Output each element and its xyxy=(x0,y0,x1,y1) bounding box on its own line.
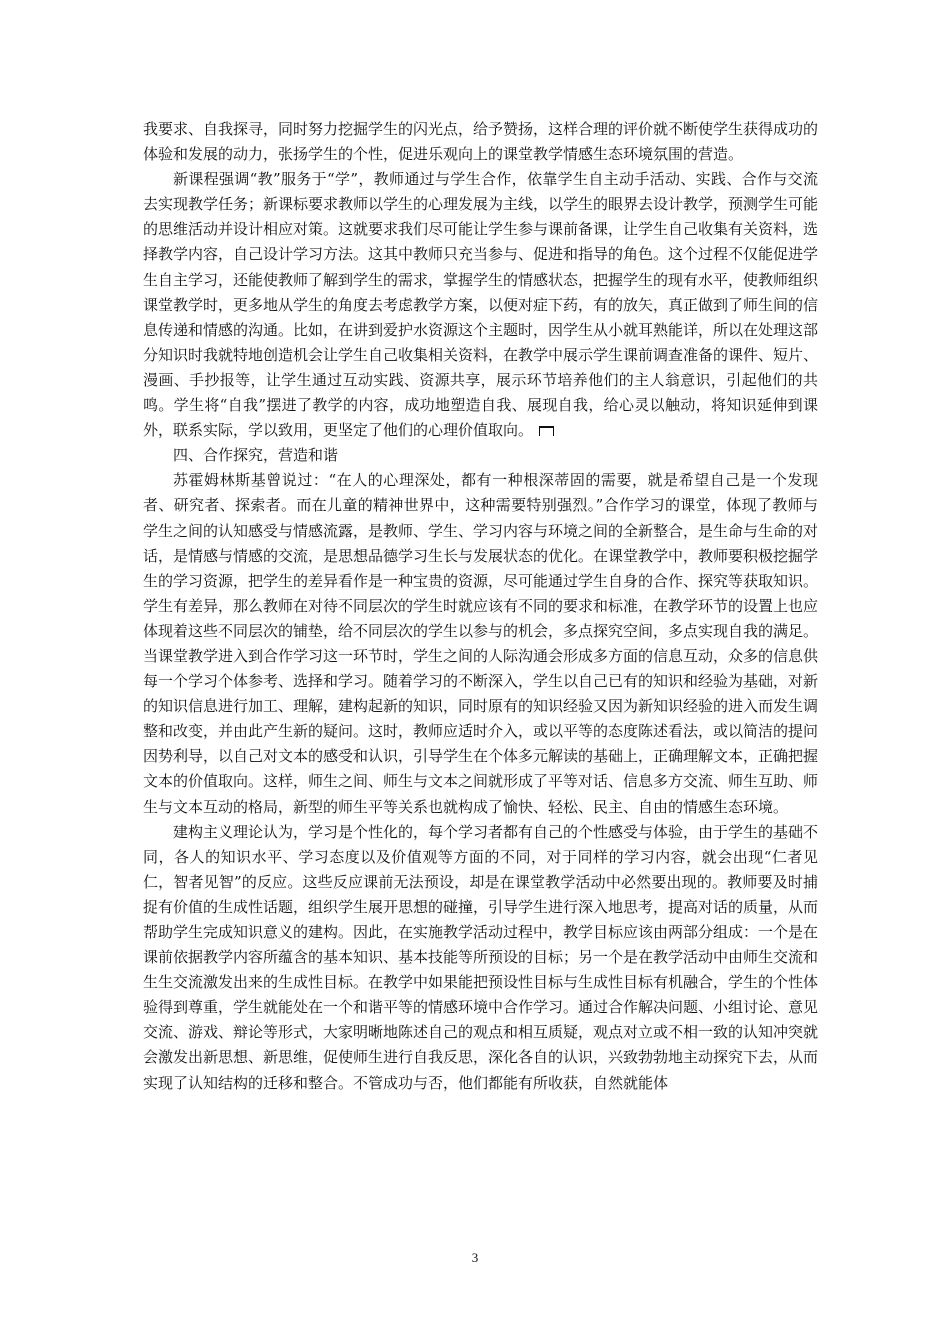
paragraph-cooperation: 苏霍姆林斯基曾说过：“在人的心理深处，都有一种根深蒂固的需要，就是希望自己是一个发现者、研究者、探索者。而在儿童的精神世界中，这种需要特别强烈。”合作学习的课堂，体现了教师与学生之间的认知感受与情感流露，是教师、学生、学习内容与环境之间的全新整合，是生命与生命的对话，是情感与情感的交流，是思想品德学习生长与发展状态的优化。在课堂教学中，教师要积极挖掘学生的学习资源，把学生的差异看作是一种宝贵的资源，尽可能通过学生自身的合作、探究等获取知识。学生有差异，那么教师在对待不同层次的学生时就应该有不同的要求和标准，在教学环节的设置上也应体现着这些不同层次的铺垫，给不同层次的学生以参与的机会，多点探究空间，多点实现自我的满足。当课堂教学进入到合作学习这一环节时，学生之间的人际沟通会形成多方面的信息互动，众多的信息供每一个学习个体参考、选择和学习。随着学习的不断深入，学生以自己已有的知识和经验为基础，对新的知识信息进行加工、理解，建构起新的知识，同时原有的知识经验又因为新知识经验的进入而发生调整和改变，并由此产生新的疑问。这时，教师应适时介入，或以平等的态度陈述看法，或以简洁的提问因势利导，以自己对文本的感受和认识，引导学生在个体多元解读的基础上，正确理解文本，正确把握文本的价值取向。这样，师生之间、师生与文本之间就形成了平等对话、信息多方交流、师生互助、师生与文本互动的格局，新型的师生平等关系也就构成了愉快、轻松、民主、自由的情感生态环境。 xyxy=(143,471,819,816)
document-body xyxy=(143,117,818,1096)
paragraph-mark-icon xyxy=(539,426,554,436)
paragraph-continued: 我要求、自我探寻，同时努力挖掘学生的闪光点，给予赞扬，这样合理的评价就不断使学生获得成功的体验和发展的动力，张扬学生的个性，促进乐观向上的课堂教学情感生态环境氛围的营造。 xyxy=(143,120,819,164)
section-heading: 四、合作探究，营造和谐 xyxy=(173,446,339,465)
paragraph-new-curriculum xyxy=(143,167,818,443)
paragraph-new-curriculum-text: 新课程强调“教”服务于“学”，教师通过与学生合作，依靠学生自主动手活动、实践、合作与交流去实现教学任务；新课标要求教师以学生的心理发展为主线，以学生的眼界去设计教学，预测学生可能的思维活动并设计相应对策。这就要求我们尽可能让学生参与课前备课，让学生自己收集有关资料，选择教学内容，自己设计学习方法。这其中教师只充当参与、促进和指导的角色。这个过程不仅能促进学生自主学习，还能使教师了解到学生的需求，掌握学生的情感状态，把握学生的现有水平，使教师组织课堂教学时，更多地从学生的角度去考虑教学方案，以便对症下药，有的放矢，真正做到了师生间的信息传递和情感的沟通。比如，在讲到爱护水资源这个主题时，因学生从小就耳熟能详，所以在处理这部分知识时我就特地创造机会让学生自己收集相关资料，在教学中展示学生课前调查准备的课件、短片、漫画、手抄报等，让学生通过互动实践、资源共享，展示环节培养他们的主人翁意识，引起他们的共鸣。学生将“自我”摆进了教学的内容，成功地塑造自我、展现自我，给心灵以触动，将知识延伸到课外，联系实际，学以致用，更坚定了他们的心理价值取向。 xyxy=(143,170,819,440)
paragraph-constructivism: 建构主义理论认为，学习是个性化的，每个学习者都有自己的个性感受与体验，由于学生的基础不同，各人的知识水平、学习态度以及价值观等方面的不同，对于同样的学习内容，就会出现“仁者见仁，智者见智”的反应。这些反应课前无法预设，却是在课堂教学活动中必然要出现的。教师要及时捕捉有价值的生成性话题，组织学生展开思想的碰撞，引导学生进行深入地思考，提高对话的质量，从而帮助学生完成知识意义的建构。因此，在实施教学活动过程中，教学目标应该由两部分组成：一个是在课前依据教学内容所蕴含的基本知识、基本技能等所预设的目标；另一个是在教学活动中由师生交流和生生交流激发出来的生成性目标。在教学中如果能把预设性目标与生成性目标有机融合，学生的个性体验得到尊重，学生就能处在一个和谐平等的情感环境中合作学习。通过合作解决问题、小组讨论、意见交流、游戏、辩论等形式，大家明晰地陈述自己的观点和相互质疑，观点对立或不相一致的认知冲突就会激发出新思想、新思维，促使师生进行自我反思，深化各自的认识，兴致勃勃地主动探究下去，从而实现了认知结构的迁移和整合。不管成功与否，他们都能有所收获，自然就能体 xyxy=(143,822,819,1092)
page-number: 3 xyxy=(471,1250,479,1265)
